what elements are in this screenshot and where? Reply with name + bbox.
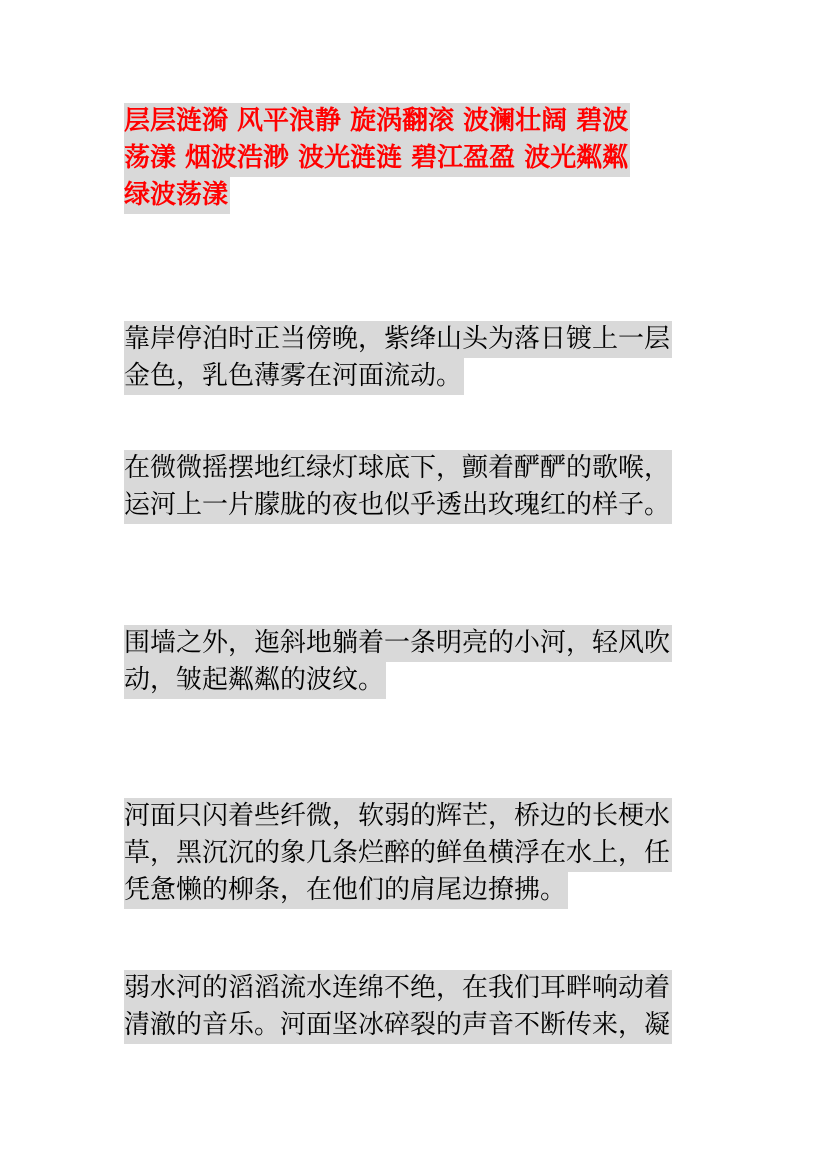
paragraph-line: 弱水河的滔滔流水连绵不绝，在我们耳畔响动着	[124, 970, 714, 1007]
paragraph-line: 河面只闪着些纤微，软弱的辉芒，桥边的长梗水	[124, 798, 714, 835]
vocabulary-line: 荡漾 烟波浩渺 波光涟涟 碧江盈盈 波光粼粼	[124, 140, 714, 177]
vocabulary-line: 绿波荡漾	[124, 177, 714, 214]
paragraph-5	[124, 970, 714, 1044]
paragraph-2	[124, 450, 714, 524]
paragraph-line: 靠岸停泊时正当傍晚，紫绛山头为落日镀上一层	[124, 321, 714, 358]
paragraph-line: 在微微摇摆地红绿灯球底下，颤着酽酽的歌喉，	[124, 450, 714, 487]
paragraph-1	[124, 321, 714, 395]
vocabulary-line: 层层涟漪 风平浪静 旋涡翻滚 波澜壮阔 碧波	[124, 103, 714, 140]
paragraph-3	[124, 625, 714, 699]
paragraph-4	[124, 798, 714, 909]
paragraph-line: 清澈的音乐。河面坚冰碎裂的声音不断传来，凝	[124, 1007, 714, 1044]
paragraph-line: 动，皱起粼粼的波纹。	[124, 662, 714, 699]
paragraph-line: 围墙之外，迤斜地躺着一条明亮的小河，轻风吹	[124, 625, 714, 662]
paragraph-line: 草，黑沉沉的象几条烂醉的鲜鱼横浮在水上，任	[124, 835, 714, 872]
paragraph-line: 金色，乳色薄雾在河面流动。	[124, 358, 714, 395]
paragraph-line: 凭惫懒的柳条，在他们的肩尾边撩拂。	[124, 872, 714, 909]
vocabulary-block	[124, 103, 714, 214]
paragraph-line: 运河上一片朦胧的夜也似乎透出玫瑰红的样子。	[124, 487, 714, 524]
